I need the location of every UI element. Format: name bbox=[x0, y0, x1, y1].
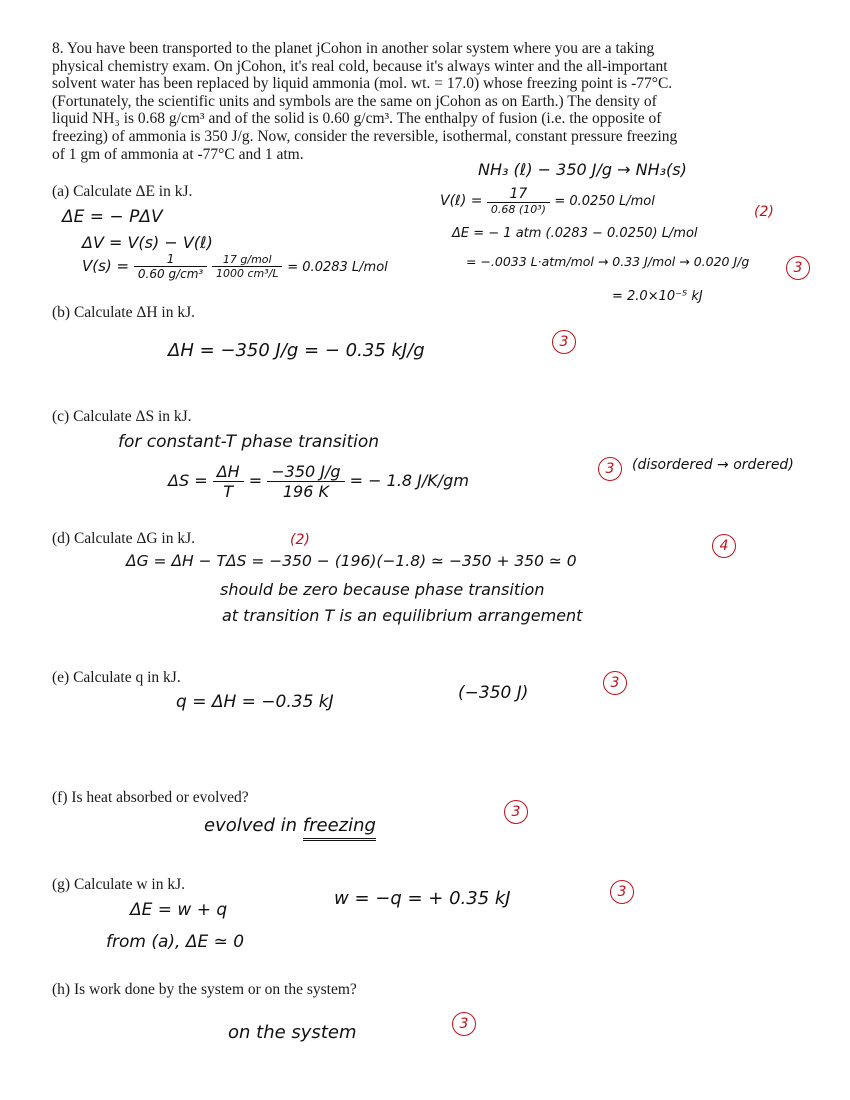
delta-g-work: ΔG = ΔH − TΔS = −350 − (196)(−1.8) ≃ −350 + 350 ≃ 0 bbox=[126, 552, 577, 570]
grade-f: 3 bbox=[504, 800, 528, 824]
part-a-label: (a) Calculate ΔE in kJ. bbox=[52, 183, 193, 200]
part-g-label: (g) Calculate w in kJ. bbox=[52, 876, 186, 893]
delta-s-fraction-2: $\frac{-350 J/g}{196 K}$ bbox=[267, 462, 344, 501]
delta-e-formula: ΔE = − PΔV bbox=[62, 207, 163, 227]
question-text bbox=[52, 40, 812, 163]
first-law-equation: ΔE = w + q bbox=[130, 900, 228, 920]
grade-d: 4 bbox=[712, 534, 736, 558]
delta-e-line: ΔE = − 1 atm (.0283 − 0.0250) L/mol bbox=[452, 226, 698, 241]
part-h-label: (h) Is work done by the system or on the system? bbox=[52, 981, 357, 998]
delta-h-work: ΔH = −350 J/g = − 0.35 kJ/g bbox=[168, 340, 425, 361]
delta-g-explanation-2: at transition T is an equilibrium arrangement bbox=[222, 606, 583, 625]
delta-s-work: ΔS = $\frac{\Delta H}{T}$ = $\frac{-350 J/g}{196 K}$ = − 1.8 J/K/gm bbox=[168, 462, 469, 501]
order-note: (disordered → ordered) bbox=[632, 457, 794, 473]
solid-volume-fraction-1: $\frac{1}{\text{0.60 g/cm³}}$ bbox=[134, 252, 207, 281]
solid-volume-calc: V(s) = $\frac{1}{\text{0.60 g/cm³}}$ $\frac{\text{17 g/mol}}{\text{1000 cm³/L}}$ = 0.0283 L/mol bbox=[82, 252, 388, 281]
question-line: of 1 gm of ammonia at -77°C and 1 atm. bbox=[52, 145, 304, 163]
question-line: (Fortunately, the scientific units and symbols are the same on jCohon as on Earth.) The density of bbox=[52, 92, 657, 110]
reaction-equation: NH₃ (ℓ) − 350 J/g → NH₃(s) bbox=[478, 160, 687, 179]
entropy-note: for constant-T phase transition bbox=[118, 432, 380, 452]
solid-volume-fraction-2: $\frac{\text{17 g/mol}}{\text{1000 cm³/L}}$ bbox=[212, 253, 283, 280]
part-e-label: (e) Calculate q in kJ. bbox=[52, 669, 181, 686]
part-d-label: (d) Calculate ΔG in kJ. bbox=[52, 530, 195, 547]
grade-g: 3 bbox=[610, 880, 634, 904]
q-work: q = ΔH = −0.35 kJ bbox=[176, 692, 334, 712]
work-direction-answer: on the system bbox=[228, 1022, 357, 1043]
grade-c: 3 bbox=[598, 457, 622, 481]
q-alternate: (−350 J) bbox=[458, 683, 529, 703]
grade-h: 3 bbox=[452, 1012, 476, 1036]
question-line: freezing) of ammonia is 350 J/g. Now, consider the reversible, isothermal, constant pressure freezing bbox=[52, 127, 678, 145]
part-c-label: (c) Calculate ΔS in kJ. bbox=[52, 408, 192, 425]
question-line: 8. You have been transported to the planet jCohon in another solar system where you are a taking bbox=[52, 40, 655, 57]
grade-e: 3 bbox=[603, 671, 627, 695]
question-line: liquid NH₃ is 0.68 g/cm³ and of the solid is 0.60 g/cm³. The enthalpy of fusion (i.e. the opposite of bbox=[52, 110, 662, 128]
delta-s-fraction-1: $\frac{\Delta H}{T}$ bbox=[213, 462, 244, 501]
delta-g-partial-mark: (2) bbox=[290, 532, 310, 548]
part-b-label: (b) Calculate ΔH in kJ. bbox=[52, 304, 195, 321]
delta-e-from-a: from (a), ΔE ≃ 0 bbox=[106, 932, 245, 952]
freezing-word: freezing bbox=[303, 815, 376, 841]
work-result: w = −q = + 0.35 kJ bbox=[334, 888, 511, 909]
delta-g-explanation-1: should be zero because phase transition bbox=[220, 580, 545, 599]
delta-e-conversion: = −.0033 L·atm/mol → 0.33 J/mol → 0.020 J/g bbox=[466, 254, 750, 269]
delta-e-result: = 2.0×10⁻⁵ kJ bbox=[612, 289, 703, 304]
liquid-volume-fraction: $\frac{17}{\text{0.68 (10³)}}$ bbox=[487, 186, 550, 216]
heat-answer: evolved in freezing bbox=[204, 815, 376, 836]
liquid-volume-calc: V(ℓ) = $\frac{17}{\text{0.68 (10³)}}$ = 0.0250 L/mol bbox=[440, 186, 655, 216]
question-line: physical chemistry exam. On jCohon, it's real cold, because it's always winter and the all-important bbox=[52, 57, 668, 75]
question-line: solvent water has been replaced by liquid ammonia (mol. wt. = 17.0) whose freezing point is -77°C. bbox=[52, 75, 673, 93]
partial-grade-mark: (2) bbox=[754, 204, 774, 220]
grade-b: 3 bbox=[552, 330, 576, 354]
grade-a: 3 bbox=[786, 256, 810, 280]
delta-v-formula: ΔV = V(s) − V(ℓ) bbox=[82, 233, 213, 252]
part-f-label: (f) Is heat absorbed or evolved? bbox=[52, 789, 249, 806]
